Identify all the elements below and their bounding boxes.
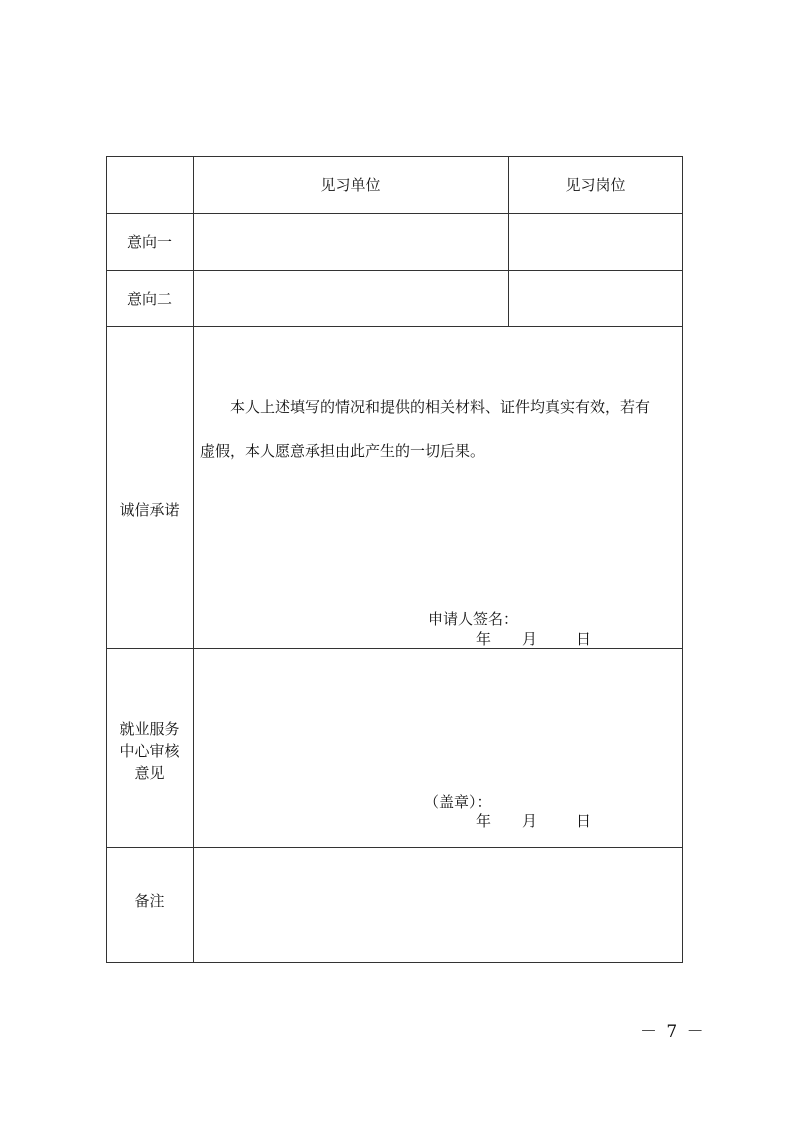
column-divider	[193, 156, 194, 963]
signature-label: 申请人签名：	[428, 610, 519, 628]
integrity-date-month: 月	[522, 630, 538, 648]
integrity-text-line1: 本人上述填写的情况和提供的相关材料、证件均真实有效，若有	[230, 398, 651, 416]
service-label-line1: 就业服务	[119, 720, 180, 738]
seal-label: （盖章）：	[424, 793, 492, 811]
service-label-line3: 意见	[134, 764, 165, 782]
page-number: － 7 －	[640, 1022, 706, 1042]
header-unit: 见习单位	[320, 176, 381, 194]
header-position: 见习岗位	[565, 176, 626, 194]
integrity-date-day: 日	[576, 630, 592, 648]
service-label-line2: 中心审核	[119, 742, 180, 760]
service-date-day: 日	[576, 812, 592, 830]
integrity-date-year: 年	[476, 630, 492, 648]
service-date-year: 年	[476, 812, 492, 830]
service-date-month: 月	[522, 812, 538, 830]
remarks-label: 备注	[134, 892, 165, 910]
integrity-text-line2: 虚假，本人愿意承担由此产生的一切后果。	[200, 442, 486, 460]
intent1-label: 意向一	[126, 233, 172, 251]
integrity-label: 诚信承诺	[119, 501, 180, 519]
intent2-label: 意向二	[126, 290, 172, 308]
